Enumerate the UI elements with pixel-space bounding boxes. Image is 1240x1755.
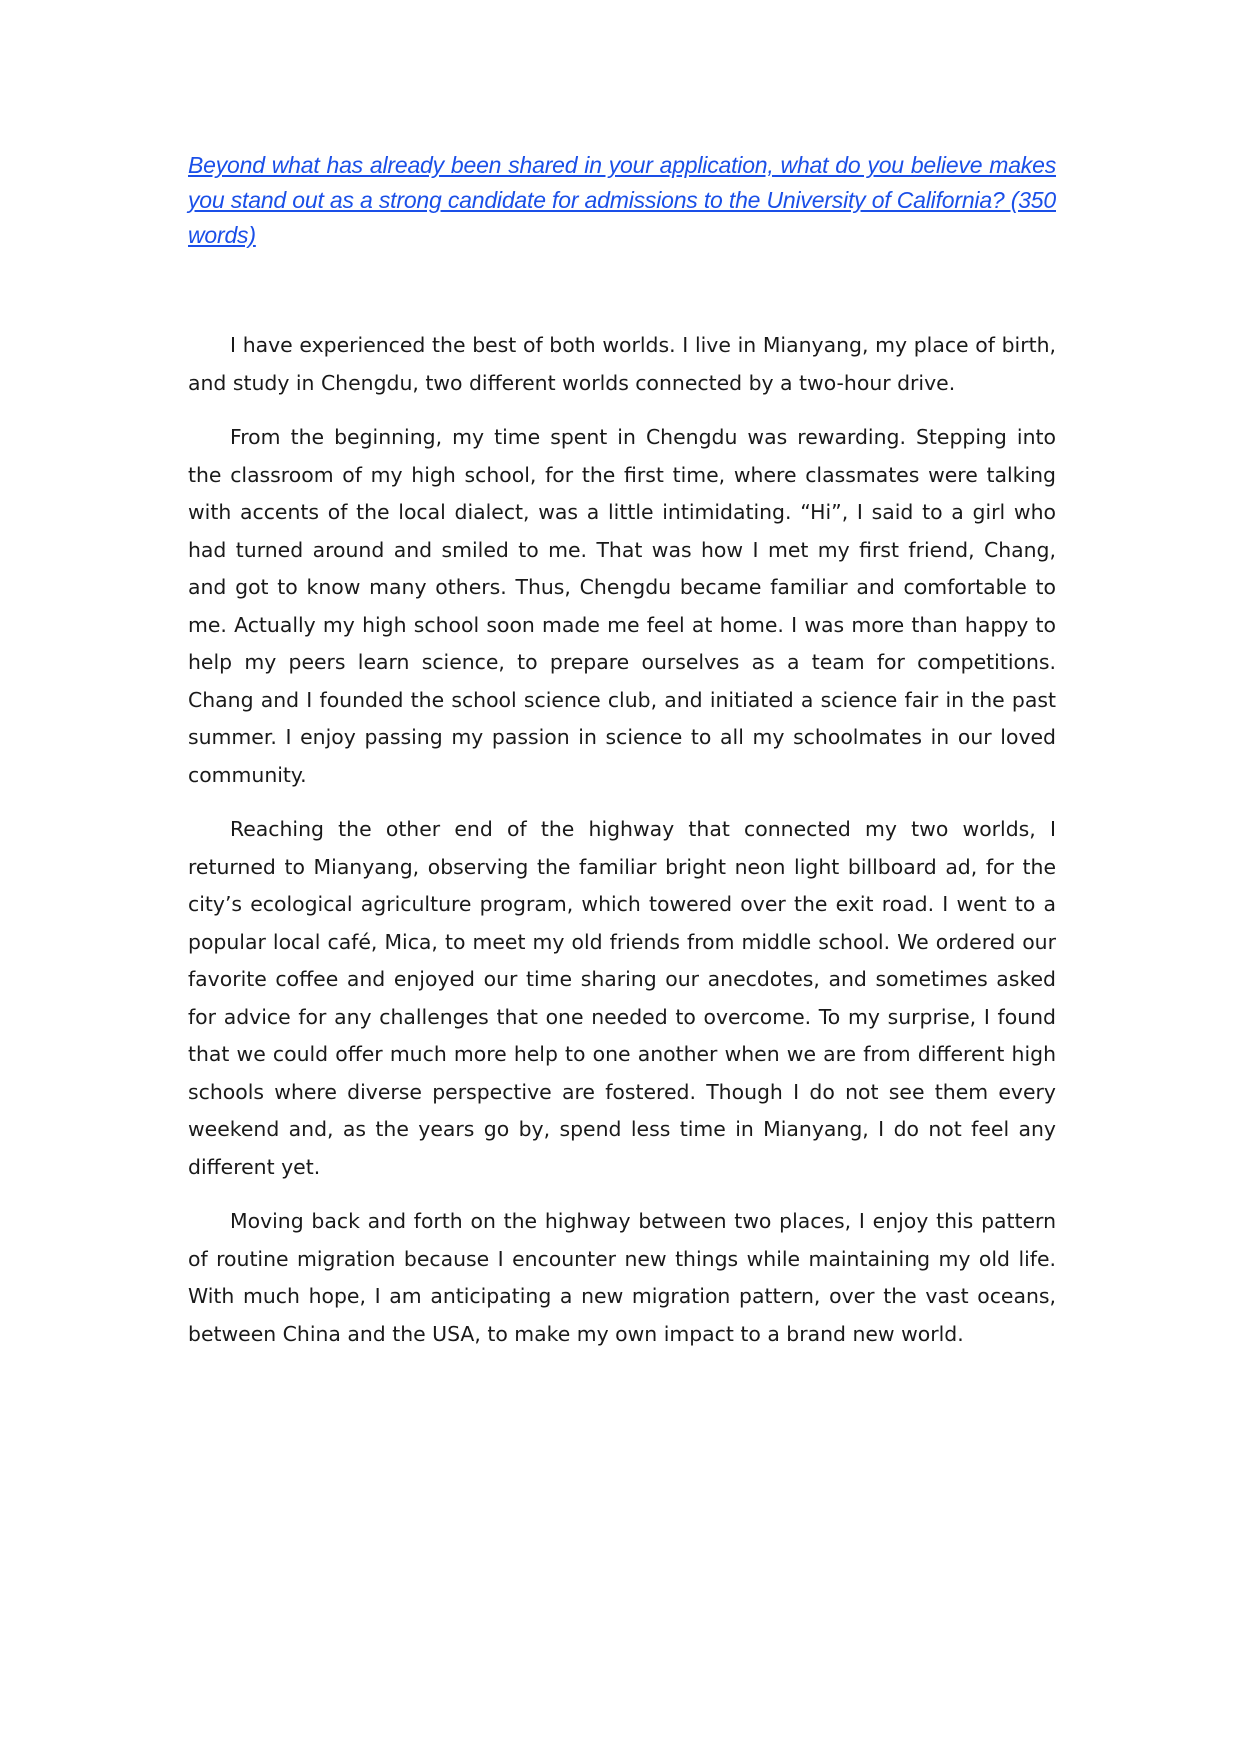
essay-paragraph-2: From the beginning, my time spent in Chengdu was rewarding. Stepping into the classroom of my high school, for the first time, where classmates were talking with accents of the local dialect, was a little intimidating. “Hi”, I said to a girl who had turned around and smiled to me. That was how I met my first friend, Chang, and got to know many others. Thus, Chengdu became familiar and comfortable to me. Actually my high school soon made me feel at home. I was more than happy to help my peers learn science, to prepare ourselves as a team for competitions. Chang and I founded the school science club, and initiated a science fair in the past summer. I enjoy passing my passion in science to all my schoolmates in our loved community.	[188, 425, 1056, 787]
essay-paragraph-4: Moving back and forth on the highway between two places, I enjoy this pattern of routine migration because I encounter new things while maintaining my old life. With much hope, I am anticipating a new migration pattern, over the vast oceans, between China and the USA, to make my own impact to a brand new world.	[188, 1209, 1056, 1346]
essay-prompt-link[interactable]: Beyond what has already been shared in your application, what do you believe makes you stand out as a strong candidate for admissions to the University of California? (350 words)	[188, 152, 1056, 248]
essay-body	[188, 327, 1056, 1370]
essay-paragraph-1: I have experienced the best of both worlds. I live in Mianyang, my place of birth, and study in Chengdu, two different worlds connected by a two-hour drive.	[188, 333, 1056, 395]
essay-paragraph-3: Reaching the other end of the highway that connected my two worlds, I returned to Mianyang, observing the familiar bright neon light billboard ad, for the city’s ecological agriculture program, which towered over the exit road. I went to a popular local café, Mica, to meet my old friends from middle school. We ordered our favorite coffee and enjoyed our time sharing our anecdotes, and sometimes asked for advice for any challenges that one needed to overcome. To my surprise, I found that we could offer much more help to one another when we are from different high schools where diverse perspective are fostered. Though I do not see them every weekend and, as the years go by, spend less time in Mianyang, I do not feel any different yet.	[188, 817, 1056, 1179]
